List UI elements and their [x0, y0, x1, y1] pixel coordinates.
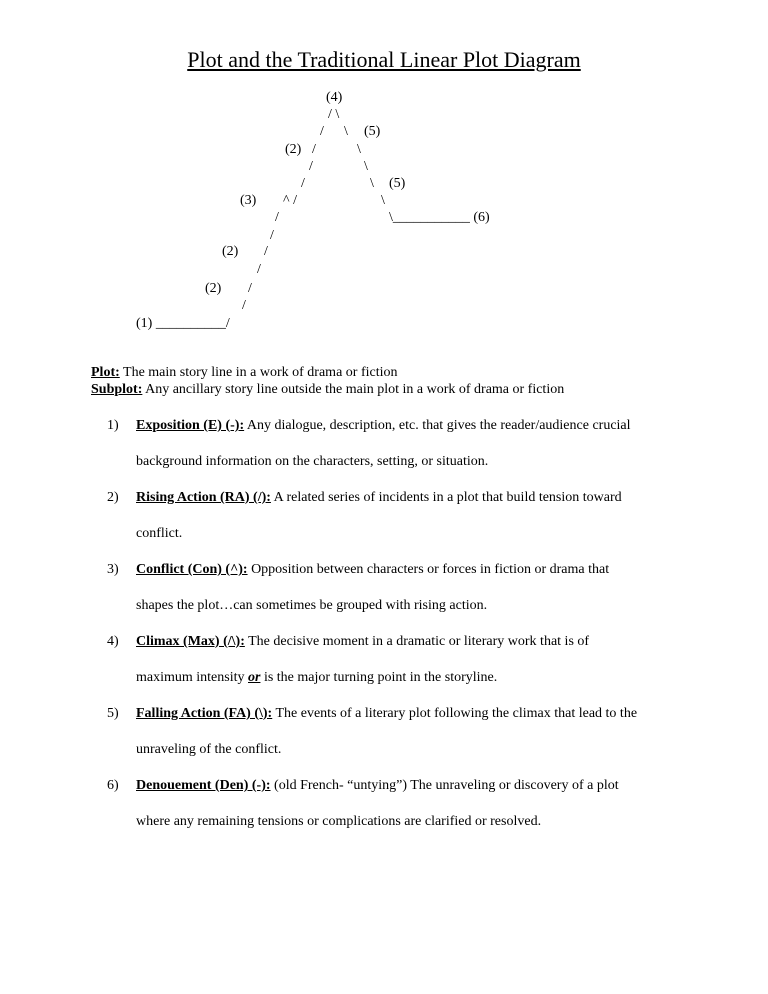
list-line: where any remaining tensions or complications are clarified or resolved. — [136, 814, 542, 829]
list-line — [136, 778, 707, 794]
term: Denouement (Den) (-): — [136, 778, 271, 793]
list-item-rising-action — [107, 490, 707, 542]
list-line — [136, 706, 707, 722]
definition-text: Any dialogue, description, etc. that gives the reader/audience crucial — [246, 418, 631, 433]
term: Rising Action (RA) (/): — [136, 490, 271, 505]
diagram-caret: ^ / — [283, 193, 297, 208]
diagram-backslash: \ — [357, 142, 361, 157]
diagram-label-rising-b: (2) — [222, 244, 239, 259]
definition-text: Opposition between characters or forces in fiction or drama that — [251, 562, 610, 577]
diagram-slash: / — [275, 210, 279, 225]
list-line — [136, 418, 707, 434]
term: Falling Action (FA) (\): — [136, 706, 273, 721]
list-number: 4) — [107, 634, 119, 649]
list-number: 6) — [107, 778, 119, 793]
diagram-label-denouement: \___________ (6) — [389, 210, 490, 225]
diagram-slash: / — [312, 142, 316, 157]
plot-text: The main story line in a work of drama or fiction — [123, 365, 398, 380]
definition-text: maximum intensity — [136, 670, 245, 685]
list-line: shapes the plot…can sometimes be grouped with rising action. — [136, 598, 488, 613]
list-line — [136, 562, 707, 578]
list-number: 1) — [107, 418, 119, 433]
diagram-backslash: \ — [370, 176, 374, 191]
definition-text: A related series of incidents in a plot that build tension toward — [273, 490, 622, 505]
diagram-label-rising-c: (2) — [205, 281, 222, 296]
list-item-climax — [107, 634, 707, 686]
definition-text: The decisive moment in a dramatic or literary work that is of — [248, 634, 590, 649]
list-line: conflict. — [136, 526, 183, 541]
diagram-slash: / — [248, 281, 252, 296]
definition-text: The events of a literary plot following the climax that lead to the — [275, 706, 638, 721]
diagram-slash: / — [320, 124, 324, 139]
diagram-label-conflict: (3) — [240, 193, 257, 208]
list-number: 3) — [107, 562, 119, 577]
diagram-slash: / — [257, 262, 261, 277]
diagram-slash: / — [301, 176, 305, 191]
diagram-backslash: \ — [364, 159, 368, 174]
diagram-slash: / — [270, 228, 274, 243]
list-line — [136, 490, 707, 506]
definitions — [91, 364, 731, 398]
subplot-definition — [91, 381, 731, 398]
term: Climax (Max) (/\): — [136, 634, 245, 649]
definition-text: is the major turning point in the storyline. — [263, 670, 498, 685]
list-item-exposition — [107, 418, 707, 470]
diagram-slash: / — [309, 159, 313, 174]
list-number: 2) — [107, 490, 119, 505]
plot-elements-list — [107, 418, 707, 850]
plot-label: Plot: — [91, 365, 120, 380]
list-number: 5) — [107, 706, 119, 721]
list-line — [136, 670, 707, 686]
list-item-conflict — [107, 562, 707, 614]
diagram-slash: / — [264, 244, 268, 259]
diagram-peak: / \ — [328, 107, 340, 122]
diagram-label-rising-a: (2) — [285, 142, 302, 157]
diagram-backslash: \ — [381, 193, 385, 208]
list-line: background information on the characters, setting, or situation. — [136, 454, 489, 469]
definition-text: (old French- “untying”) The unraveling or discovery of a plot — [274, 778, 619, 793]
diagram-label-falling-a: (5) — [364, 124, 381, 139]
diagram-label-exposition: (1) __________/ — [136, 316, 230, 331]
list-item-denouement — [107, 778, 707, 830]
plot-diagram — [0, 0, 768, 340]
subplot-text: Any ancillary story line outside the main plot in a work of drama or fiction — [145, 382, 565, 397]
list-item-falling-action — [107, 706, 707, 758]
plot-definition — [91, 364, 731, 381]
diagram-label-climax: (4) — [326, 90, 343, 105]
page-title: Plot and the Traditional Linear Plot Diagram — [187, 47, 581, 72]
term: Conflict (Con) (^): — [136, 562, 248, 577]
list-line — [136, 634, 707, 650]
term: Exposition (E) (-): — [136, 418, 245, 433]
diagram-label-falling-b: (5) — [389, 176, 406, 191]
emphasis-word: or — [248, 670, 261, 685]
subplot-label: Subplot: — [91, 382, 143, 397]
diagram-slash: / — [242, 298, 246, 313]
diagram-backslash: \ — [344, 124, 348, 139]
list-line: unraveling of the conflict. — [136, 742, 282, 757]
